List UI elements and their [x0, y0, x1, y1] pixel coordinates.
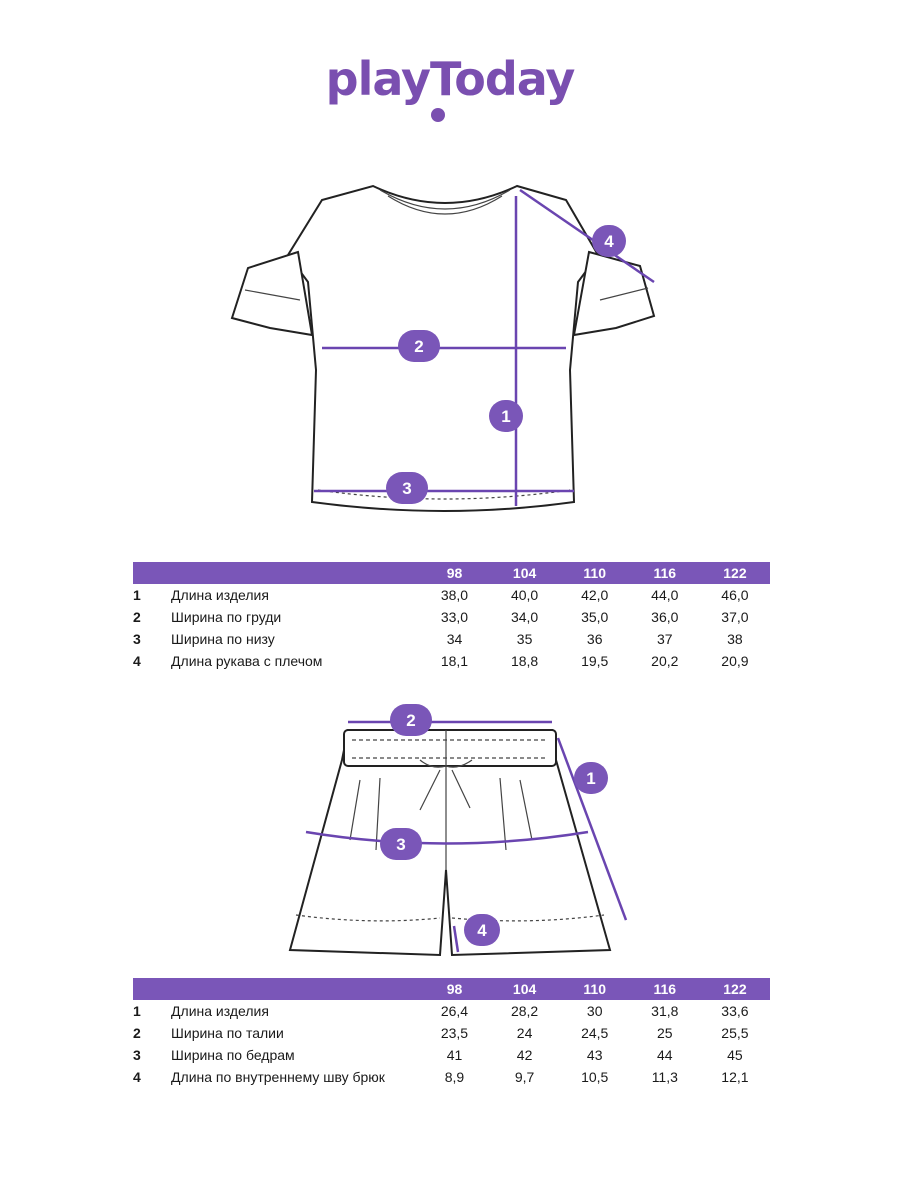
- measure-name: Ширина по низу: [171, 631, 275, 647]
- measure-value: 26,4: [440, 1003, 469, 1019]
- shorts-size-table: [133, 978, 770, 1088]
- table-row: [133, 1044, 770, 1066]
- badge-2: 2: [414, 337, 424, 356]
- size-header: 122: [700, 978, 770, 1000]
- measure-value: 46,0: [721, 587, 749, 603]
- measure-value: 25,5: [721, 1025, 749, 1041]
- measure-value: 12,1: [721, 1069, 749, 1085]
- table-header-row: [133, 978, 770, 1000]
- measure-name: Длина по внутреннему шву брюк: [171, 1069, 385, 1085]
- size-header: 116: [630, 978, 700, 1000]
- measure-value: 35: [516, 631, 533, 647]
- measure-value: 24,5: [581, 1025, 609, 1041]
- badge-4: 4: [604, 232, 614, 251]
- measure-value: 9,7: [514, 1069, 535, 1085]
- measure-value: 28,2: [510, 1003, 539, 1019]
- tshirt-sketch: [0, 170, 900, 540]
- row-number: 4: [133, 1069, 141, 1085]
- size-header: 110: [560, 562, 630, 584]
- measure-value: 38: [727, 631, 743, 647]
- badge-4: 4: [477, 921, 487, 940]
- measure-name: Ширина по бедрам: [171, 1047, 295, 1063]
- table-row: [133, 1066, 770, 1088]
- measure-value: 36,0: [651, 609, 679, 625]
- badge-3: 3: [396, 835, 406, 854]
- measure-value: 34,0: [510, 609, 539, 625]
- measure-name: Ширина по груди: [171, 609, 282, 625]
- table-row: [133, 1022, 770, 1044]
- row-number: 3: [133, 1047, 141, 1063]
- row-number: 1: [133, 1003, 141, 1019]
- measure-value: 41: [446, 1047, 463, 1063]
- table-header-row: [133, 562, 770, 584]
- measure-value: 38,0: [440, 587, 469, 603]
- measure-name: Ширина по талии: [171, 1025, 284, 1041]
- size-header: 116: [630, 562, 700, 584]
- table-row: [133, 628, 770, 650]
- size-header: 104: [490, 978, 560, 1000]
- measure-name: Длина изделия: [171, 587, 269, 603]
- measure-value: 8,9: [444, 1069, 465, 1085]
- measure-value: 25: [657, 1025, 673, 1041]
- measure-value: 42: [516, 1047, 533, 1063]
- row-number: 2: [133, 609, 141, 625]
- size-header: 122: [700, 562, 770, 584]
- measure-value: 18,8: [510, 653, 539, 669]
- measure-value: 42,0: [581, 587, 609, 603]
- measure-value: 45: [727, 1047, 743, 1063]
- measure-value: 43: [586, 1047, 603, 1063]
- table-header-blank: [133, 978, 419, 1000]
- measure-value: 31,8: [651, 1003, 679, 1019]
- tshirt-size-table: [133, 562, 770, 672]
- table-row: [133, 584, 770, 606]
- badge-2: 2: [406, 711, 416, 730]
- size-header: 104: [490, 562, 560, 584]
- measure-value: 44,0: [651, 587, 679, 603]
- table-row: [133, 606, 770, 628]
- measure-value: 40,0: [510, 587, 539, 603]
- measure-value: 37,0: [721, 609, 749, 625]
- size-header: 98: [419, 562, 489, 584]
- row-number: 4: [133, 653, 141, 669]
- measure-value: 33,6: [721, 1003, 749, 1019]
- row-number: 2: [133, 1025, 141, 1041]
- measure-value: 30: [586, 1003, 603, 1019]
- shorts-sketch: [0, 700, 900, 970]
- measure-value: 18,1: [440, 653, 469, 669]
- table-row: [133, 650, 770, 672]
- measure-value: 23,5: [440, 1025, 469, 1041]
- measure-name: Длина изделия: [171, 1003, 269, 1019]
- measure-value: 10,5: [581, 1069, 609, 1085]
- measure-value: 36: [586, 631, 603, 647]
- measure-value: 20,9: [721, 653, 749, 669]
- size-header: 98: [419, 978, 489, 1000]
- badge-3: 3: [402, 479, 412, 498]
- measure-value: 44: [657, 1047, 673, 1063]
- row-number: 1: [133, 587, 141, 603]
- size-header: 110: [560, 978, 630, 1000]
- brand-logo: playToday: [325, 52, 575, 106]
- badge-1: 1: [501, 407, 511, 426]
- badge-1: 1: [586, 769, 596, 788]
- table-row: [133, 1000, 770, 1022]
- logo-dot: [431, 108, 445, 122]
- measure-value: 11,3: [651, 1069, 678, 1085]
- row-number: 3: [133, 631, 141, 647]
- measure-value: 24: [516, 1025, 533, 1041]
- measure-name: Длина рукава с плечом: [171, 653, 323, 669]
- measure-value: 33,0: [440, 609, 469, 625]
- measure-value: 37: [657, 631, 673, 647]
- table-header-blank: [133, 562, 419, 584]
- measure-value: 35,0: [581, 609, 609, 625]
- measure-value: 20,2: [651, 653, 679, 669]
- measure-value: 34: [446, 631, 463, 647]
- measure-value: 19,5: [581, 653, 609, 669]
